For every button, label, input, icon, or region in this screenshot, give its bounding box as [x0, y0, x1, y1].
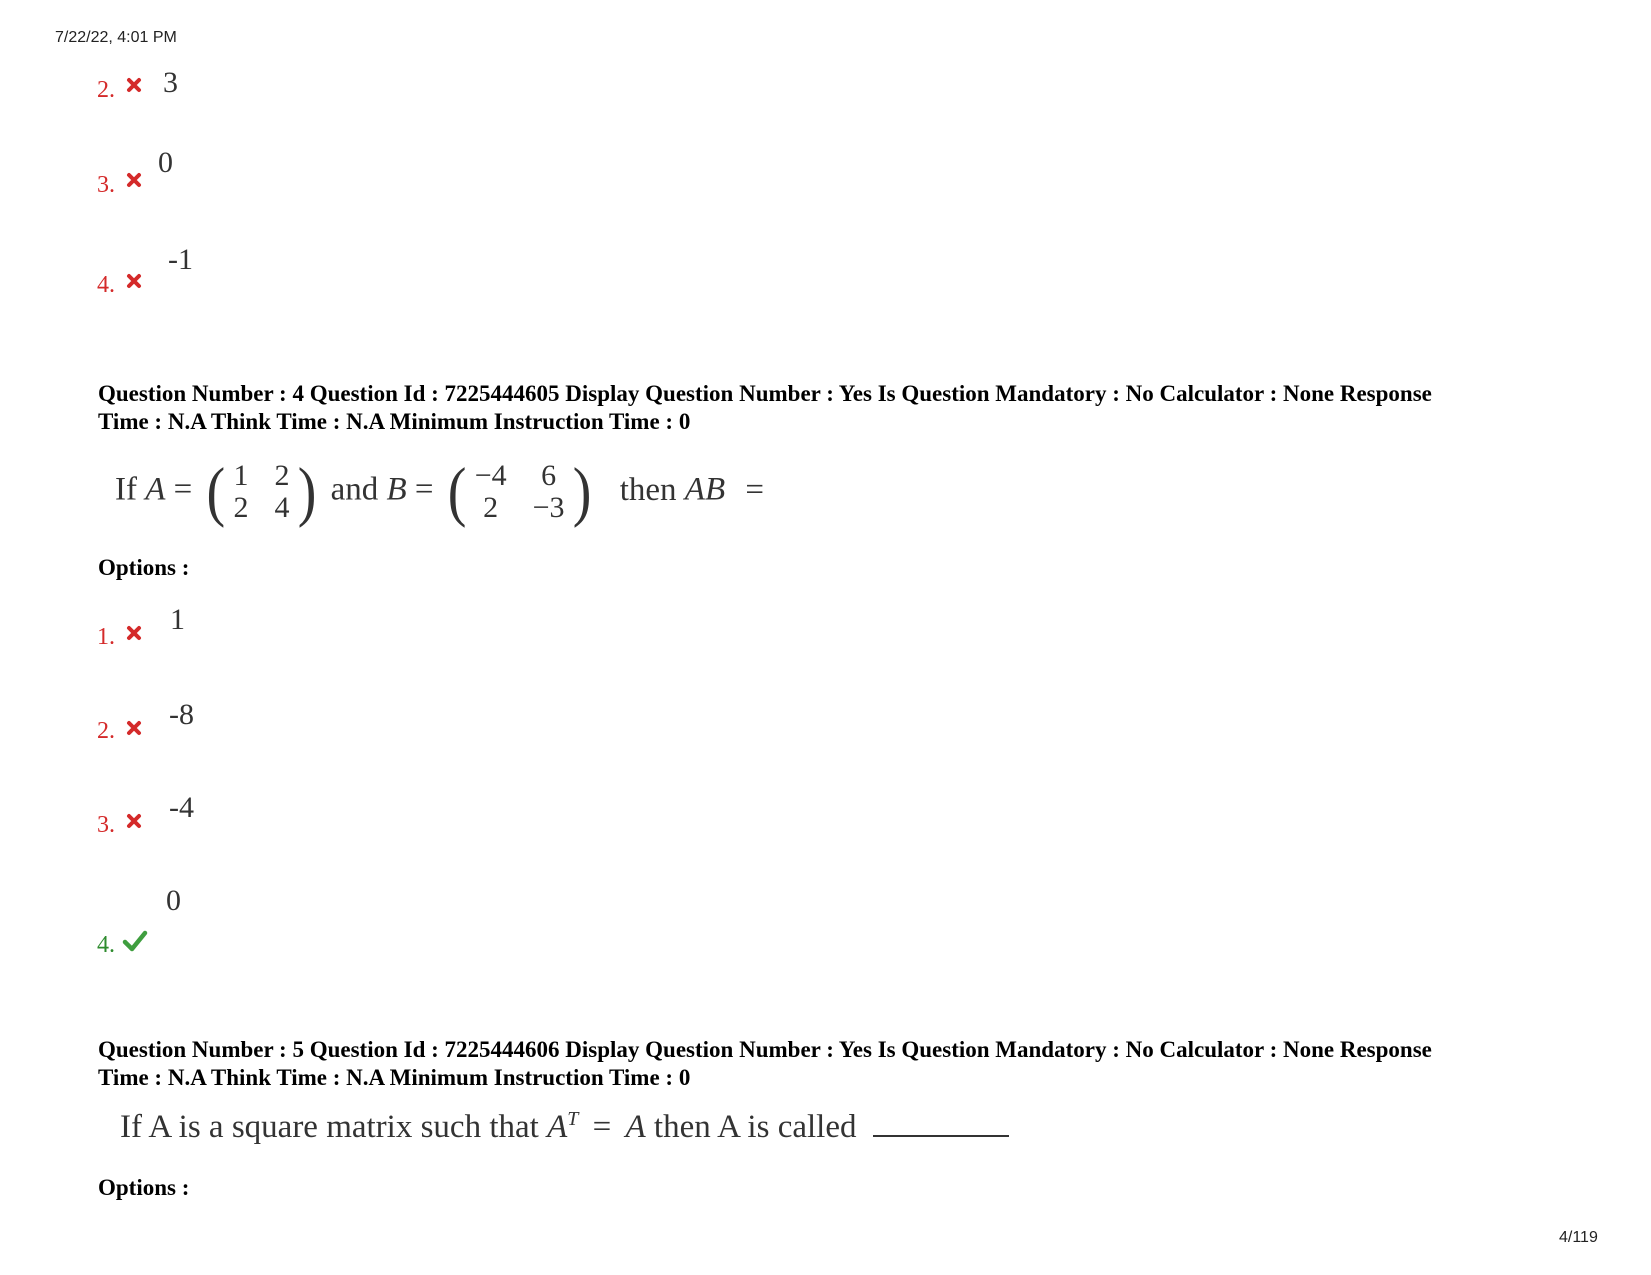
option-value: -1 [168, 243, 193, 276]
option-number: 2. [97, 77, 115, 103]
equals-sign: = [173, 471, 193, 508]
question-header-line: Question Number : 5 Question Id : 7225444606 Display Question Number : Yes Is Question Mandatory : No Calculator : None Response [98, 1037, 1432, 1062]
cross-icon [126, 273, 142, 289]
question-header-line: Time : N.A Think Time : N.A Minimum Instruction Time : 0 [98, 409, 691, 434]
question-header-line: Question Number : 4 Question Id : 7225444605 Display Question Number : Yes Is Question Mandatory : No Calculator : None Response [98, 381, 1432, 406]
option-value: 1 [170, 603, 185, 636]
text-then: then [619, 471, 677, 508]
option-value: 0 [166, 884, 181, 917]
cross-icon [126, 720, 142, 736]
options-label: Options : [98, 555, 190, 580]
option-number: 3. [97, 172, 115, 198]
matrix-cell: 6 [541, 459, 557, 492]
variable-a: A [145, 471, 166, 508]
cross-icon [126, 813, 142, 829]
variable-ab: AB [684, 471, 726, 508]
option-value: -4 [169, 791, 194, 824]
text-and: and [330, 471, 379, 508]
matrix-cell: 4 [274, 491, 290, 524]
equals-sign: = [414, 471, 434, 508]
text-if: If [115, 471, 137, 508]
option-value: 3 [163, 66, 178, 99]
option-number: 2. [97, 718, 115, 744]
option-number: 4. [97, 272, 115, 298]
question-4-header [98, 380, 1578, 436]
cross-icon [126, 625, 142, 641]
option-value: -8 [169, 698, 194, 731]
option-value: 0 [158, 146, 173, 179]
question-5-header [98, 1036, 1578, 1092]
matrix-cell: −3 [532, 491, 565, 524]
page-indicator: 4/119 [1559, 1229, 1598, 1246]
matrix-cell: 2 [274, 459, 290, 492]
variable-b: B [386, 471, 407, 508]
cross-icon [126, 172, 142, 188]
matrix-b: ( −4 6 2 −3 ) [447, 454, 592, 530]
matrix-a: ( 1 2 2 4 ) [206, 454, 317, 530]
equals-sign: = [745, 471, 764, 508]
matrix-cell: 1 [233, 459, 249, 492]
variable-a: A [625, 1109, 646, 1145]
question-text: then A is called [653, 1109, 857, 1145]
print-timestamp: 7/22/22, 4:01 PM [55, 29, 177, 46]
matrix-cell: 2 [233, 491, 249, 524]
cross-icon [126, 77, 142, 93]
matrix-cell: 2 [483, 491, 499, 524]
matrix-cell: −4 [474, 459, 507, 492]
transpose-superscript: T [567, 1108, 579, 1130]
answer-blank [873, 1111, 1009, 1137]
check-icon [122, 930, 148, 952]
variable-a: A [547, 1109, 568, 1145]
option-number: 3. [97, 812, 115, 838]
question-text: If A is a square matrix such that [120, 1109, 539, 1145]
option-number: 1. [97, 624, 115, 650]
options-label: Options : [98, 1175, 190, 1200]
question-5-text [120, 1108, 1009, 1146]
equals-sign: = [592, 1109, 612, 1145]
question-4-text [115, 454, 764, 530]
question-header-line: Time : N.A Think Time : N.A Minimum Instruction Time : 0 [98, 1065, 691, 1090]
option-number: 4. [97, 932, 115, 958]
